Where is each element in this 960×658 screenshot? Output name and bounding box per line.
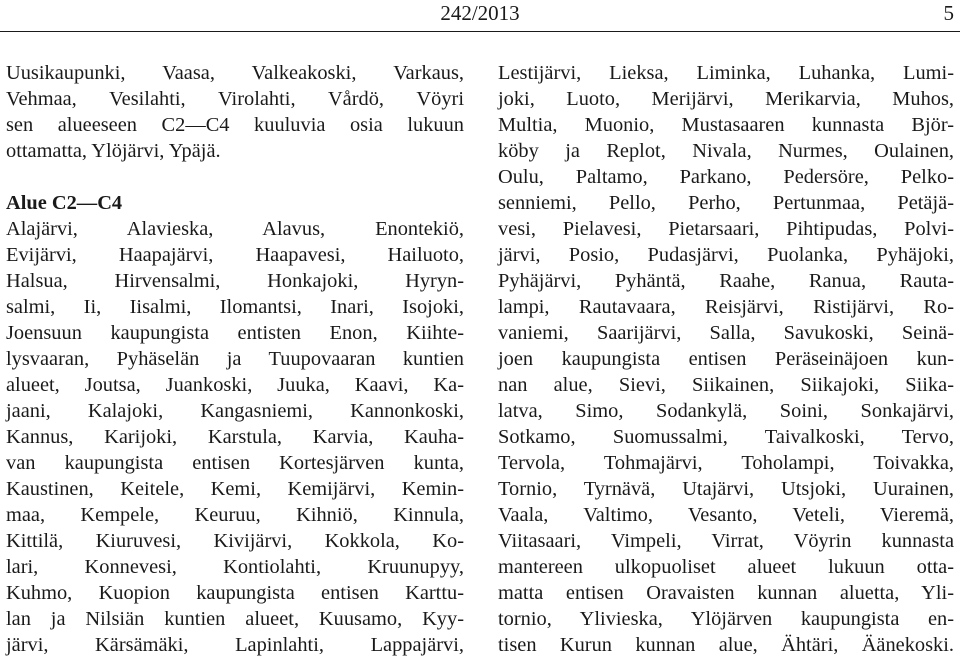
text-line: Sotkamo, Suomussalmi, Taivalkoski, Tervo, [498, 426, 954, 448]
text-line: Uusikaupunki, Vaasa, Valkeakoski, Varkaus, [6, 62, 464, 84]
text-line: Tervola, Tohmajärvi, Toholampi, Toivakka, [498, 452, 954, 474]
text-line: lari, Konnevesi, Kontiolahti, Kruunupyy, [6, 556, 464, 578]
text-line: matta entisen Oravaisten kunnan aluetta, Yli- [498, 582, 954, 604]
text-line: Kuhmo, Kuopion kaupungista entisen Karttu- [6, 582, 464, 604]
text-line: Joensuun kaupungista entisten Enon, Kiihte- [6, 322, 464, 344]
text-line: jaani, Kalajoki, Kangasniemi, Kannonkoski, [6, 400, 464, 422]
text-line: ottamatta, Ylöjärvi, Ypäjä. [6, 140, 221, 162]
issue-number: 242/2013 [440, 1, 520, 25]
body-paragraph-continued [498, 60, 954, 658]
text-line: Evijärvi, Haapajärvi, Haapavesi, Hailuoto, [6, 244, 464, 266]
text-line: Pyhäjärvi, Pyhäntä, Raahe, Ranua, Rauta- [498, 270, 954, 292]
text-line: alueet, Joutsa, Juankoski, Juuka, Kaavi, Ka- [6, 374, 464, 396]
text-line: Kaustinen, Keitele, Kemi, Kemijärvi, Kemin- [6, 478, 464, 500]
text-line: Viitasaari, Vimpeli, Virrat, Vöyrin kunnasta [498, 530, 954, 552]
text-line: joen kaupungista entisen Peräseinäjoen kun- [498, 348, 954, 370]
text-line: vaniemi, Saarijärvi, Salla, Savukoski, Seinä- [498, 322, 954, 344]
intro-paragraph [6, 60, 464, 164]
left-column [6, 60, 464, 658]
text-line: vesi, Pielavesi, Pietarsaari, Pihtipudas, Polvi- [498, 218, 954, 240]
text-line: salmi, Ii, Iisalmi, Ilomantsi, Inari, Isojoki, [6, 296, 464, 318]
text-line: tornio, Ylivieska, Ylöjärven kaupungista en- [498, 608, 954, 630]
text-line: köby ja Replot, Nivala, Nurmes, Oulainen, [498, 140, 954, 162]
text-line: Oulu, Paltamo, Parkano, Pedersöre, Pelko- [498, 166, 954, 188]
text-line: van kaupungista entisen Kortesjärven kunta, [6, 452, 464, 474]
text-line: järvi, Kärsämäki, Lapinlahti, Lappajärvi, [6, 634, 464, 656]
body-paragraph [6, 216, 464, 658]
page-number: 5 [943, 1, 954, 25]
text-line: joki, Luoto, Merijärvi, Merikarvia, Muhos, [498, 88, 954, 110]
text-line: lan ja Nilsiän kuntien alueet, Kuusamo, Kyy- [6, 608, 464, 630]
text-line: lysvaaran, Pyhäselän ja Tuupovaaran kuntien [6, 348, 464, 370]
right-column [498, 60, 954, 658]
text-line: Lestijärvi, Lieksa, Liminka, Luhanka, Lumi- [498, 62, 954, 84]
text-line: Tornio, Tyrnävä, Utajärvi, Utsjoki, Uurainen, [498, 478, 954, 500]
text-line: Vehmaa, Vesilahti, Virolahti, Vårdö, Vöyri [6, 88, 464, 110]
text-line: Kittilä, Kiuruvesi, Kivijärvi, Kokkola, Ko- [6, 530, 464, 552]
page-header [0, 0, 960, 32]
section-heading: Alue C2—C4 [6, 192, 123, 214]
text-line: tisen Kurun kunnan alue, Ähtäri, Äänekoski. [498, 634, 954, 656]
header-rule [0, 31, 960, 32]
text-line: nan alue, Sievi, Siikainen, Siikajoki, Siika- [498, 374, 954, 396]
text-line: mantereen ulkopuoliset alueet lukuun otta- [498, 556, 954, 578]
text-line: sen alueeseen C2—C4 kuuluvia osia lukuun [6, 114, 464, 136]
text-line: latva, Simo, Sodankylä, Soini, Sonkajärvi, [498, 400, 954, 422]
text-line: Alajärvi, Alavieska, Alavus, Enontekiö, [6, 218, 464, 240]
text-line: Halsua, Hirvensalmi, Honkajoki, Hyryn- [6, 270, 464, 292]
text-line: senniemi, Pello, Perho, Pertunmaa, Petäjä- [498, 192, 954, 214]
text-line: Multia, Muonio, Mustasaaren kunnasta Björ- [498, 114, 954, 136]
paragraph-gap [6, 164, 464, 190]
text-line: lampi, Rautavaara, Reisjärvi, Ristijärvi, Ro- [498, 296, 954, 318]
text-line: Vaala, Valtimo, Vesanto, Veteli, Vieremä, [498, 504, 954, 526]
text-line: Kannus, Karijoki, Karstula, Karvia, Kauha- [6, 426, 464, 448]
text-line: järvi, Posio, Pudasjärvi, Puolanka, Pyhäjoki, [498, 244, 954, 266]
text-line: maa, Kempele, Keuruu, Kihniö, Kinnula, [6, 504, 464, 526]
